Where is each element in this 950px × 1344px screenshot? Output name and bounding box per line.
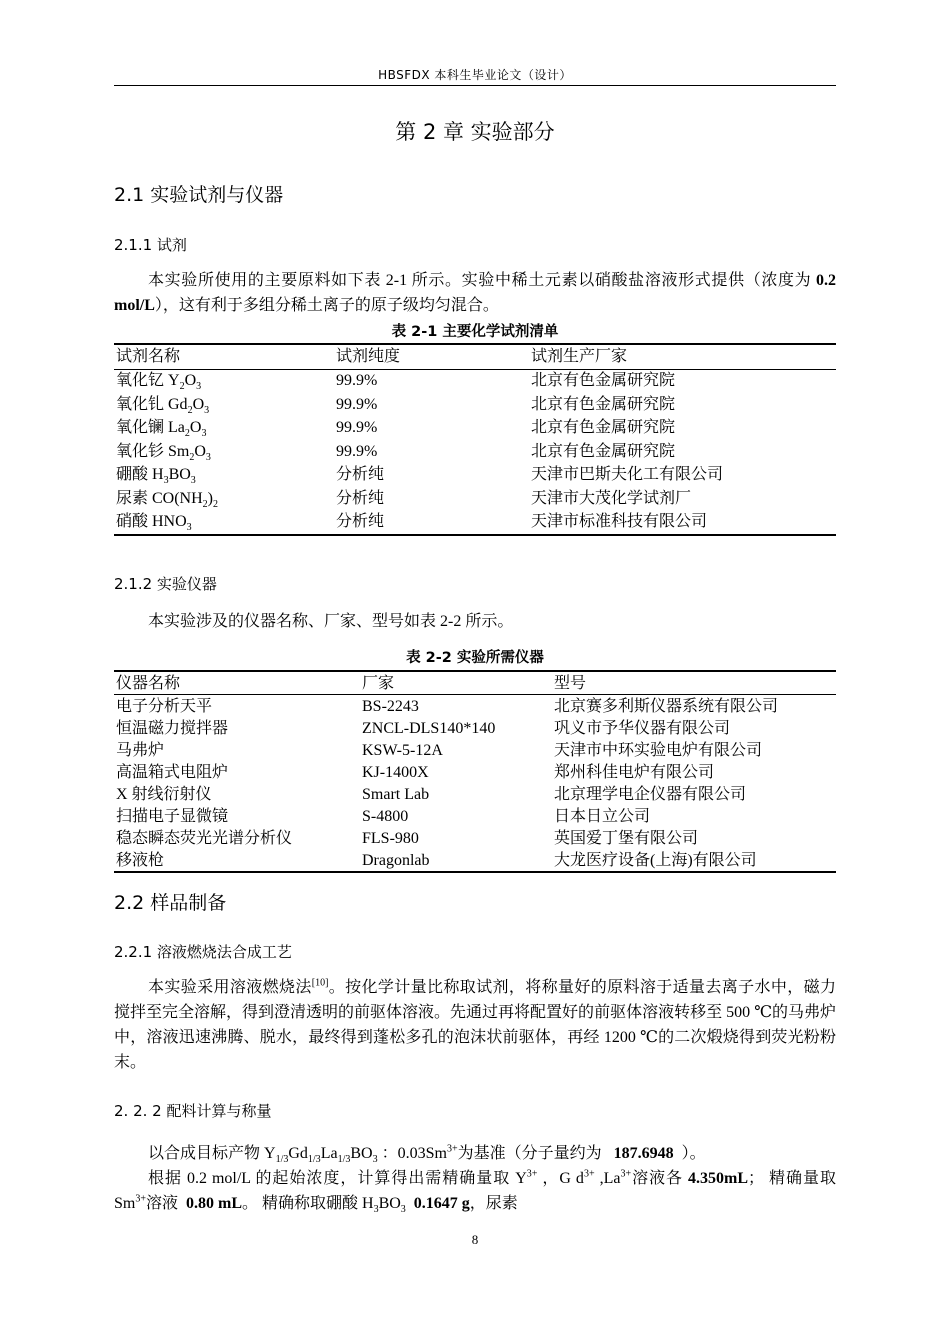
instrument-model-cell: 天津市中环实验电炉有限公司 bbox=[554, 741, 763, 759]
section-2-2-1-heading: 2.2.1 溶液燃烧法合成工艺 bbox=[114, 943, 292, 961]
instrument-model-cell: 巩义市予华仪器有限公司 bbox=[554, 719, 731, 737]
reagents-text-c: ），这有利于多组分稀土离子的原子级均匀混合。 bbox=[154, 297, 499, 314]
instrument-maker-cell: S-4800 bbox=[362, 807, 409, 825]
section-2-1-1-heading: 2.1.1 试剂 bbox=[114, 236, 187, 254]
reagent-purity-cell: 分析纯 bbox=[336, 513, 385, 531]
instrument-model-cell: 北京赛多利斯仪器系统有限公司 bbox=[554, 697, 779, 715]
instrument-maker-cell: KSW-5-12A bbox=[362, 741, 443, 759]
reagent-maker-cell: 天津市大茂化学试剂厂 bbox=[531, 489, 692, 507]
table-row bbox=[114, 761, 836, 783]
instrument-name-cell: 稳态瞬态荧光光谱分析仪 bbox=[116, 829, 293, 847]
reagent-name-cell: 氧化钇 $Y_2O_3$ bbox=[116, 372, 202, 393]
section-2-2-2-heading: 2. 2. 2 配料计算与称量 bbox=[114, 1102, 272, 1120]
instrument-name-cell: 电子分析天平 bbox=[116, 697, 213, 715]
reagents-paragraph bbox=[114, 268, 836, 318]
running-header: HBSFDX 本科生毕业论文（设计） bbox=[378, 68, 572, 82]
table-row bbox=[114, 393, 836, 417]
instrument-maker-cell: Smart Lab bbox=[362, 785, 430, 803]
reagent-name-cell: 氧化镧 $La_2O_3$ bbox=[116, 419, 207, 440]
table-row bbox=[114, 464, 836, 488]
table-row bbox=[114, 487, 836, 511]
reagents-text-a: 本实验所使用的主要原料如下表 2-1 所示。实验中稀土元素以硝酸盐溶液形式提供（浓度为 bbox=[148, 272, 812, 289]
reagent-purity-cell: 分析纯 bbox=[336, 489, 385, 507]
table-row bbox=[114, 827, 836, 849]
header-instrument-maker: 厂家 bbox=[362, 674, 395, 692]
instrument-maker-cell: Dragonlab bbox=[362, 851, 430, 869]
instrument-model-cell: 英国爱丁堡有限公司 bbox=[554, 829, 699, 847]
instrument-maker-cell: BS-2243 bbox=[362, 697, 419, 715]
reagent-purity-cell: 99.9% bbox=[336, 442, 378, 460]
instrument-model-cell: 北京理学电企仪器有限公司 bbox=[554, 785, 747, 803]
reagent-maker-cell: 天津市巴斯夫化工有限公司 bbox=[531, 466, 724, 484]
reagents-table bbox=[114, 343, 836, 536]
page-number: 8 bbox=[471, 1232, 479, 1247]
table-row bbox=[114, 440, 836, 464]
header-reagent-maker: 试剂生产厂家 bbox=[531, 347, 628, 365]
instrument-maker-cell: KJ-1400X bbox=[362, 763, 429, 781]
section-2-1-heading: 2.1 实验试剂与仪器 bbox=[114, 184, 284, 206]
instruments-paragraph: 本实验涉及的仪器名称、厂家、型号如表 2-2 所示。 bbox=[148, 613, 514, 630]
reagent-name-cell: 硝酸 $HNO_3$ bbox=[116, 513, 192, 534]
header-instrument-model: 型号 bbox=[554, 674, 587, 692]
reagent-purity-cell: 分析纯 bbox=[336, 466, 385, 484]
header-rule bbox=[114, 85, 836, 86]
header-instrument-name: 仪器名称 bbox=[116, 674, 181, 692]
table-row bbox=[114, 849, 836, 872]
instrument-maker-cell: ZNCL-DLS140*140 bbox=[362, 719, 496, 737]
reagent-name-cell: 氧化钆 $Gd_2O_3$ bbox=[116, 395, 210, 416]
reagent-maker-cell: 北京有色金属研究院 bbox=[531, 442, 676, 460]
instrument-name-cell: 扫描电子显微镜 bbox=[116, 807, 229, 825]
volume-value: 4.350mL bbox=[688, 1170, 749, 1187]
instrument-name-cell: 高温箱式电阻炉 bbox=[116, 763, 229, 781]
reagent-purity-cell: 99.9% bbox=[336, 419, 378, 437]
instrument-model-cell: 大龙医疗设备(上海)有限公司 bbox=[554, 851, 757, 869]
table-row bbox=[114, 417, 836, 441]
table-2-2-caption: 表 2-2 实验所需仪器 bbox=[406, 650, 544, 666]
instrument-model-cell: 郑州科佳电炉有限公司 bbox=[554, 763, 715, 781]
table-row bbox=[114, 739, 836, 761]
table-row bbox=[114, 805, 836, 827]
calculation-paragraph: 以合成目标产物 $Y_{1/3}Gd_{1/3}La_{1/3}BO_3$ ：$0.03Sm^{3+}$为基准（分子量约为 187.6948 ）。 根据 0.2 mol/L 的起始浓度，计算得出需精确量取 $Y^{3+}$ ，G $d^{3+}$ $,La^{3+}$溶液各 4.350mL； 精确量取 $Sm^{3+}$溶液 0.80 mL。 精确称取硼酸 $H_3BO_3$ 0.1647 g，尿素 bbox=[114, 1143, 836, 1216]
table-header-row bbox=[114, 671, 836, 695]
instrument-maker-cell: FLS-980 bbox=[362, 829, 419, 847]
table-row bbox=[114, 511, 836, 536]
chapter-title: 第 2 章 实验部分 bbox=[395, 120, 555, 144]
synthesis-paragraph: 本实验采用溶液燃烧法[10]。按化学计量比称取试剂，将称量好的原料溶于适量去离子水中，磁力搅拌至完全溶解，得到澄清透明的前驱体溶液。先通过再将配置好的前驱体溶液转移至 500 ℃的马弗炉中，溶液迅速沸腾、脱水，最终得到蓬松多孔的泡沫状前驱体，再经 1200 ℃的二次煅烧得到荧光粉粉末。 bbox=[114, 977, 836, 1071]
reagent-maker-cell: 北京有色金属研究院 bbox=[531, 372, 676, 390]
instrument-name-cell: 马弗炉 bbox=[116, 741, 165, 759]
citation: [10] bbox=[311, 977, 329, 989]
table-row bbox=[114, 717, 836, 739]
header-reagent-name: 试剂名称 bbox=[116, 347, 181, 365]
instrument-name-cell: X 射线衍射仪 bbox=[116, 785, 212, 803]
instrument-model-cell: 日本日立公司 bbox=[554, 807, 651, 825]
reagent-purity-cell: 99.9% bbox=[336, 395, 378, 413]
instruments-table bbox=[114, 670, 836, 873]
table-2-1-caption: 表 2-1 主要化学试剂清单 bbox=[391, 324, 559, 340]
instrument-name-cell: 移液枪 bbox=[116, 851, 165, 869]
reagent-maker-cell: 北京有色金属研究院 bbox=[531, 395, 676, 413]
reagent-maker-cell: 北京有色金属研究院 bbox=[531, 419, 676, 437]
table-row bbox=[114, 369, 836, 393]
reagent-name-cell: 硼酸 $H_3BO_3$ bbox=[116, 466, 196, 487]
reagent-maker-cell: 天津市标准科技有限公司 bbox=[531, 513, 708, 531]
sm-volume-value: 0.80 mL bbox=[186, 1195, 242, 1212]
instrument-name-cell: 恒温磁力搅拌器 bbox=[116, 719, 229, 737]
reagent-name-cell: 尿素 $CO(NH_2)_2$ bbox=[116, 489, 218, 510]
molecular-weight-value: 187.6948 bbox=[613, 1145, 674, 1162]
reagent-purity-cell: 99.9% bbox=[336, 372, 378, 390]
section-2-2-heading: 2.2 样品制备 bbox=[114, 892, 227, 914]
table-row bbox=[114, 695, 836, 718]
reagent-name-cell: 氧化钐 $Sm_2O_3$ bbox=[116, 442, 211, 463]
table-header-row bbox=[114, 344, 836, 369]
table-row bbox=[114, 783, 836, 805]
boric-acid-mass-value: 0.1647 g bbox=[413, 1195, 470, 1212]
header-reagent-purity: 试剂纯度 bbox=[336, 347, 401, 365]
section-2-1-2-heading: 2.1.2 实验仪器 bbox=[114, 575, 217, 593]
concentration-value: 0.2 mol/L bbox=[114, 272, 836, 314]
